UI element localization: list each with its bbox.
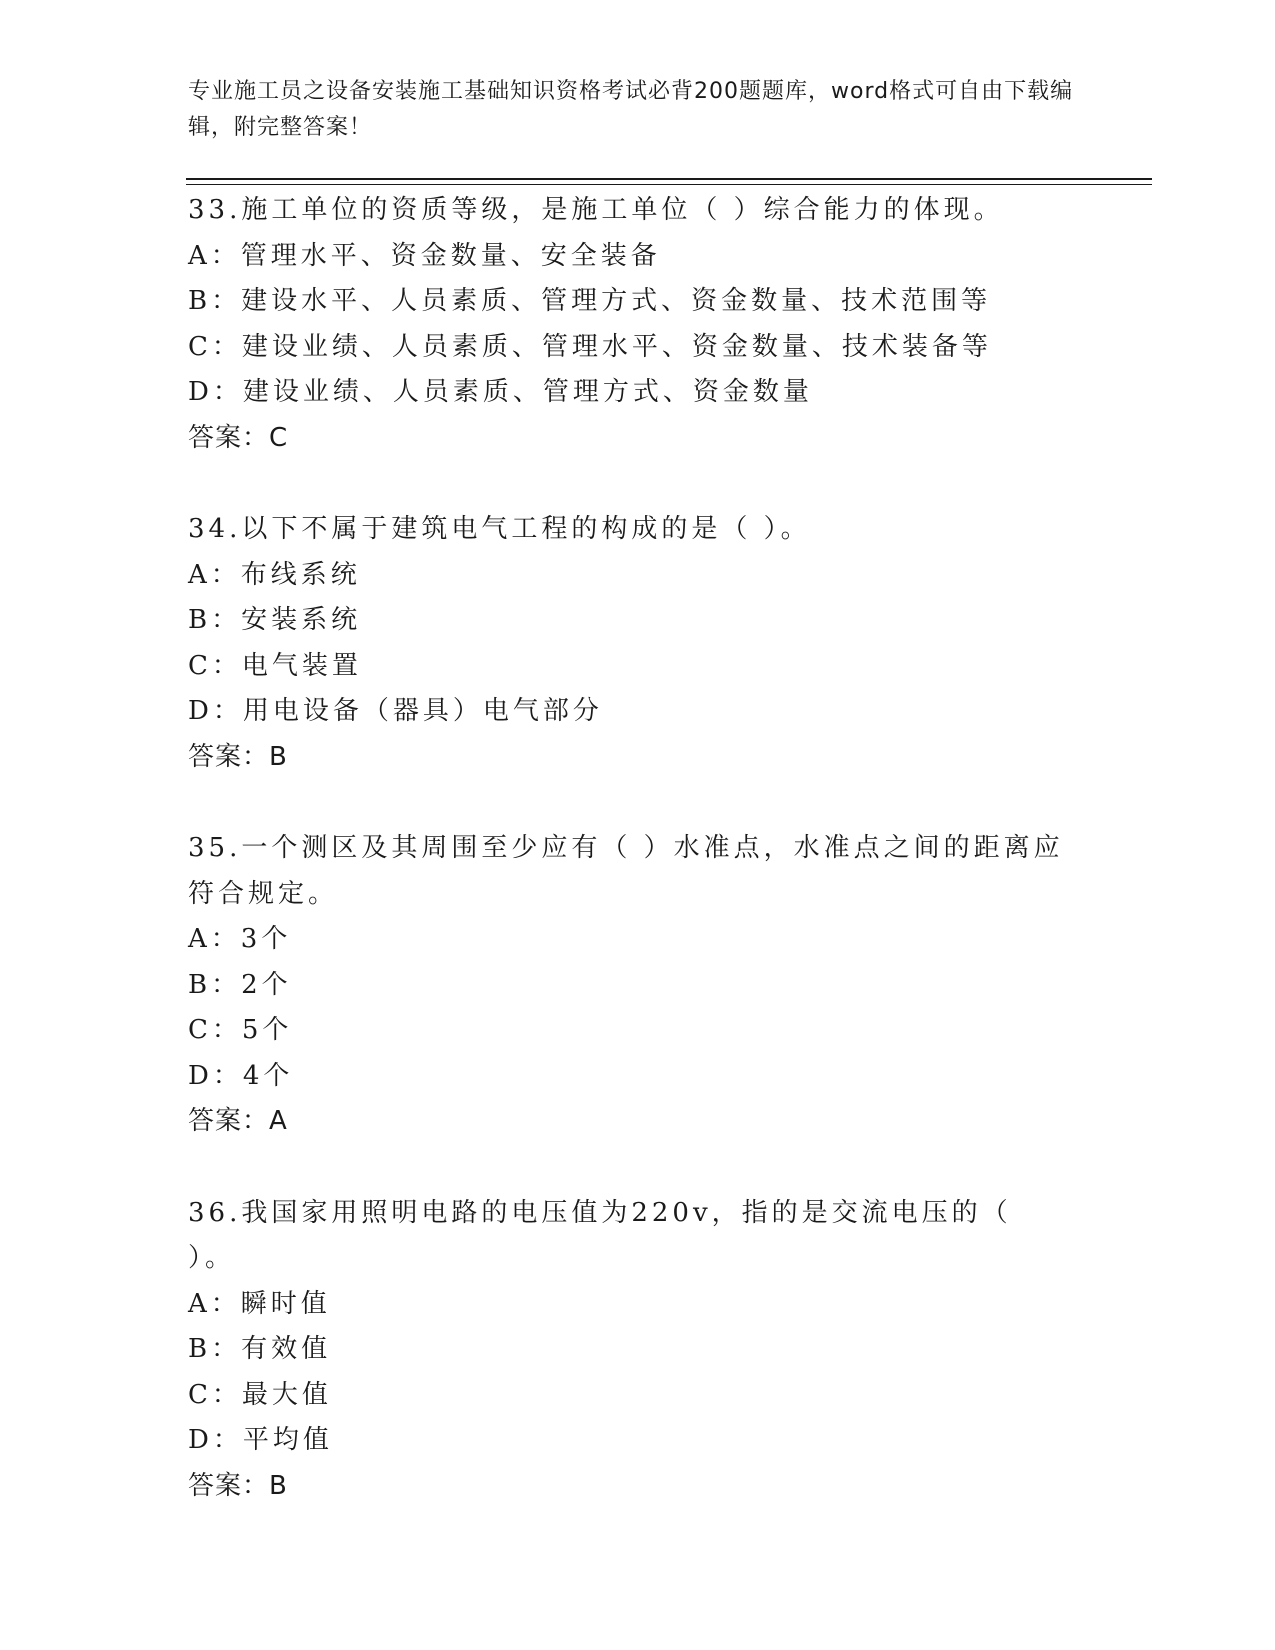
answer-label: 答案：A xyxy=(188,1106,288,1136)
question-stem: 35.一个测区及其周围至少应有（ ）水准点，水准点之间的距离应符合规定。 xyxy=(188,833,1064,909)
option-d: D：4个 xyxy=(188,1060,294,1091)
question-33 xyxy=(188,188,1088,461)
header-divider-thin xyxy=(186,184,1152,185)
option-b: B：2个 xyxy=(188,969,292,1000)
option-a: A：3个 xyxy=(188,924,292,954)
option-b: B：有效值 xyxy=(188,1334,332,1364)
option-c: C：建设业绩、人员素质、管理水平、资金数量、技术装备等 xyxy=(188,331,992,362)
answer-label: 答案：B xyxy=(188,741,288,772)
question-35 xyxy=(188,826,1088,1145)
document-header: 专业施工员之设备安装施工基础知识资格考试必背200题题库，word格式可自由下载编辑，附完整答案！ xyxy=(188,79,1074,140)
question-list xyxy=(188,188,1088,1555)
option-b: B：安装系统 xyxy=(188,605,362,635)
option-a: A：管理水平、资金数量、安全装备 xyxy=(188,240,661,271)
question-stem: 34.以下不属于建筑电气工程的构成的是（ ）。 xyxy=(188,514,811,544)
answer-label: 答案：C xyxy=(188,422,289,453)
header-divider-thick xyxy=(186,178,1152,180)
option-d: D：用电设备（器具）电气部分 xyxy=(188,696,603,726)
option-a: A：布线系统 xyxy=(188,559,361,590)
option-a: A：瞬时值 xyxy=(188,1288,331,1319)
option-c: C：电气装置 xyxy=(188,650,362,681)
option-d: D：平均值 xyxy=(188,1425,333,1455)
question-34 xyxy=(188,507,1088,780)
question-36 xyxy=(188,1191,1088,1510)
option-c: C：最大值 xyxy=(188,1379,332,1410)
option-b: B：建设水平、人员素质、管理方式、资金数量、技术范围等 xyxy=(188,286,992,316)
option-c: C：5个 xyxy=(188,1015,293,1045)
question-stem: 36.我国家用照明电路的电压值为220v，指的是交流电压的（ ）。 xyxy=(188,1197,1012,1273)
question-stem: 33.施工单位的资质等级，是施工单位（ ）综合能力的体现。 xyxy=(188,195,1004,225)
option-d: D：建设业绩、人员素质、管理方式、资金数量 xyxy=(188,377,813,407)
answer-label: 答案：B xyxy=(188,1470,288,1501)
